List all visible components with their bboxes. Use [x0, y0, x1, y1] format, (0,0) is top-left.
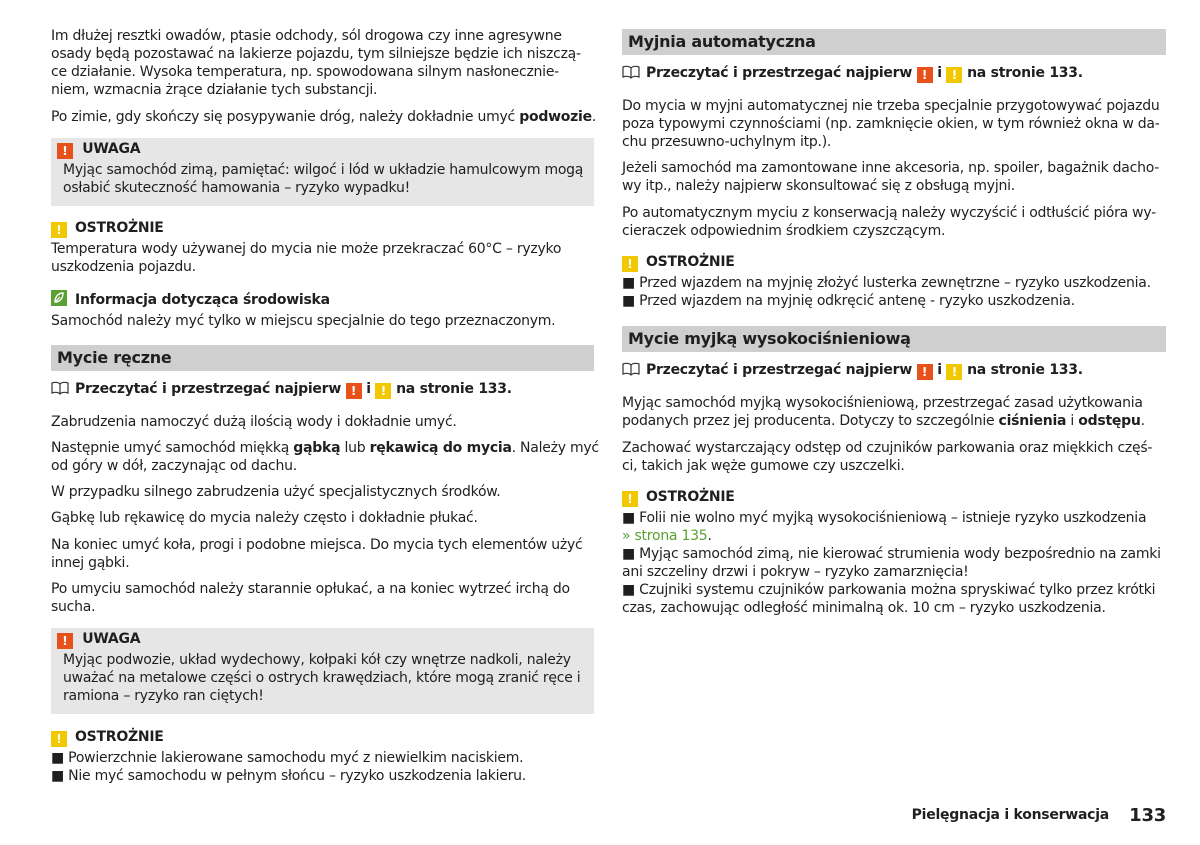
- caution-icon: !: [622, 256, 638, 272]
- list-item: ■ Przed wjazdem na myjnię złożyć lusterka zewnętrzne – ryzyko uszkodzenia.: [622, 275, 1151, 291]
- caution-icon: !: [622, 491, 638, 507]
- environment-title: Informacja dotycząca środowiska: [51, 290, 330, 309]
- warning-box-winter: [51, 138, 594, 206]
- caution-icon: !: [946, 364, 962, 380]
- environment-body: Samochód należy myć tylko w miejscu specjalnie do tego przeznaczonym.: [51, 313, 556, 329]
- reference-line: Przeczytać i przestrzegać najpierw ! i ! na stronie 133.: [51, 380, 594, 398]
- paragraph-insects: Im dłużej resztki owadów, ptasie odchody, sól drogowa czy inne agresywne osady będą pozostawać na lakierze pojazdu, tym silniejsze będzie ich niszczą- ce działanie. Wysoka temperatura, np. spowodowana silnym nasłonecznie- niem, wzmacnia żrące działanie tych substancji.: [51, 28, 581, 98]
- list-item: ■ Folii nie wolno myć myjką wysokociśnieniową – istnieje ryzyko uszkodzenia: [622, 510, 1147, 526]
- book-icon: [622, 65, 640, 79]
- list-item: ■ Przed wjazdem na myjnię odkręcić antenę - ryzyko uszkodzenia.: [622, 293, 1075, 309]
- warning-icon: !: [57, 143, 73, 159]
- caution-icon: !: [946, 67, 962, 83]
- warning-icon: !: [57, 633, 73, 649]
- list-item: ■ Czujniki systemu czujników parkowania można spryskiwać tylko przez krótki: [622, 582, 1156, 598]
- warning-box-underbody: [51, 628, 594, 714]
- caution-title: ! OSTROŻNIE: [622, 253, 735, 272]
- caution-icon: !: [375, 383, 391, 399]
- leaf-icon: [51, 290, 67, 306]
- book-icon: [622, 362, 640, 376]
- caution-body: Temperatura wody używanej do mycia nie może przekraczać 60°C – ryzyko uszkodzenia pojazdu.: [51, 241, 562, 275]
- warning-body: Myjąc podwozie, układ wydechowy, kołpaki kół czy wnętrze nadkoli, należy uważać na metalowe części o ostrych krawędziach, które mogą zranić ręce i ramiona – ryzyko ran ciętych!: [63, 652, 581, 704]
- caution-list: ■ Folii nie wolno myć myjką wysokociśnieniową – istnieje ryzyko uszkodzenia » strona 135. ■ Myjąc samochód zimą, nie kierować strumienia wody bezpośrednio na zamki ani szczeliny drzwi i pokryw – ryzyko zamarznięcia! ■ Czujniki systemu czujników parkowania można spryskiwać tylko przez krótki czas, zachowując odległość minimalną ok. 10 cm – ryzyko uszkodzenia.: [622, 509, 1166, 617]
- reference-line: Przeczytać i przestrzegać najpierw ! i ! na stronie 133.: [622, 64, 1166, 82]
- section-header-hand-wash: Mycie ręczne: [51, 345, 594, 371]
- caution-icon: !: [51, 731, 67, 747]
- warning-title: UWAGA: [82, 631, 141, 647]
- page-footer: [912, 806, 1166, 826]
- list-item: ■ Nie myć samochodu w pełnym słońcu – ryzyko uszkodzenia lakieru.: [51, 768, 526, 784]
- warning-icon: !: [917, 364, 933, 380]
- caution-title: ! OSTROŻNIE: [51, 219, 164, 238]
- warning-icon: !: [917, 67, 933, 83]
- book-icon: [51, 381, 69, 395]
- list-item: ■ Myjąc samochód zimą, nie kierować strumienia wody bezpośrednio na zamki: [622, 546, 1161, 562]
- page-number: 133: [1129, 805, 1166, 826]
- section-header-pressure-wash: Mycie myjką wysokociśnieniową: [622, 326, 1166, 352]
- paragraph-winter: Po zimie, gdy skończy się posypywanie dróg, należy dokładnie umyć podwozie.: [51, 109, 597, 125]
- page-link[interactable]: » strona 135: [622, 528, 708, 544]
- caution-list: [51, 749, 594, 785]
- page-reference[interactable]: na stronie 133.: [967, 362, 1083, 378]
- section-header-car-wash: Myjnia automatyczna: [622, 29, 1166, 55]
- caution-title: ! OSTROŻNIE: [622, 488, 735, 507]
- chapter-title: Pielęgnacja i konserwacja: [911, 807, 1109, 823]
- warning-title: UWAGA: [82, 141, 141, 157]
- reference-line: Przeczytać i przestrzegać najpierw ! i ! na stronie 133.: [622, 361, 1166, 379]
- warning-body: Myjąc samochód zimą, pamiętać: wilgoć i lód w układzie hamulcowym mogą osłabić skuteczność hamowania – ryzyko wypadku!: [63, 162, 584, 196]
- caution-title: ! OSTROŻNIE: [51, 728, 164, 747]
- page-reference[interactable]: na stronie 133.: [967, 65, 1083, 81]
- warning-icon: !: [346, 383, 362, 399]
- caution-icon: !: [51, 222, 67, 238]
- caution-list: [622, 274, 1166, 310]
- list-item: ■ Powierzchnie lakierowane samochodu myć z niewielkim naciskiem.: [51, 750, 524, 766]
- page-reference[interactable]: na stronie 133.: [396, 381, 512, 397]
